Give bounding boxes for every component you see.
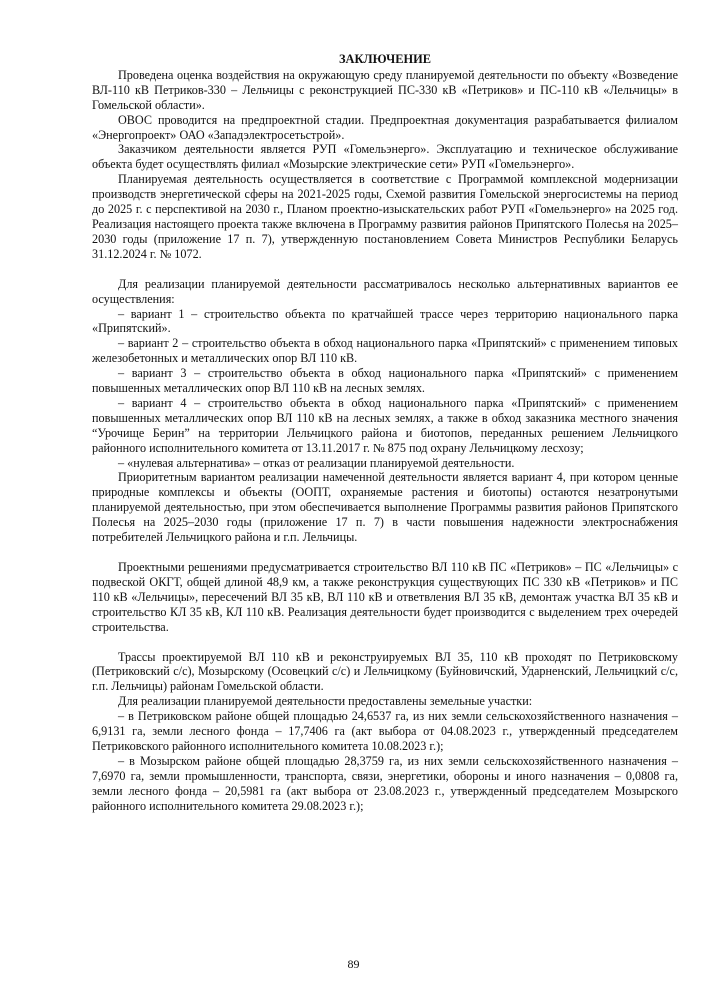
section-introduction	[92, 68, 678, 262]
section-alternatives	[92, 277, 678, 545]
paragraph: Трассы проектируемой ВЛ 110 кВ и реконструируемых ВЛ 35, 110 кВ проходят по Петриковскому (Петриковский с/с), Мозырскому (Осовецкий с/с) и Лельчицкому (Буйновичский, Ударненский, Лельчицкий с/с, г.п. Лельчицы) районам Гомельской области.	[92, 649, 678, 694]
section-land-plots	[92, 650, 678, 814]
list-item: – «нулевая альтернатива» – отказ от реализации планируемой деятельности.	[118, 455, 515, 470]
page-number: 89	[347, 957, 360, 971]
section-gap	[92, 635, 678, 650]
section-design-decisions	[92, 560, 678, 635]
paragraph: ОВОС проводится на предпроектной стадии. Предпроектная документация разрабатывается филиалом «Энергопроект» ОАО «Западэлектросетьстрой».	[92, 112, 678, 142]
paragraph: Проектными решениями предусматривается строительство ВЛ 110 кВ ПС «Петриков» – ПС «Лельчицы» с подвеской ОКГТ, общей длиной 48,9 км, а также реконструкция существующих ПС 330 кВ «Петриков» и ПС 110 кВ «Лельчицы», пересечений ВЛ 35 кВ, ВЛ 110 кВ и ответвления ВЛ 35 кВ, демонтаж участка ВЛ 35 кВ и строительство КЛ 35 кВ, КЛ 110 кВ. Реализация деятельности будет производится с выделением трех очередей строительства.	[92, 560, 678, 634]
paragraph: Для реализации планируемой деятельности предоставлены земельные участки:	[118, 694, 533, 709]
list-item: – вариант 4 – строительство объекта в обход национального парка «Припятский» с применением повышенных металлических опор ВЛ 110 кВ на лесных землях, а также в обход заказника местного значения “Урочище Берин” на территории Лельчицкого района и биотопов, переданных решением Лельчицкого районного исполнительного комитета от 13.11.2017 г. № 875 под охрану Лельчицкому лесхозу;	[92, 395, 678, 455]
document-page	[92, 52, 678, 814]
list-item: – в Петриковском районе общей площадью 24,6537 га, из них земли сельскохозяйственного назначения – 6,9131 га, земли лесного фонда – 17,7406 га (акт выбора от 04.08.2023 г., утвержденный председателем Петриковского районного исполнительного комитета 10.08.2023 г.);	[92, 709, 678, 753]
paragraph: Планируемая деятельность осуществляется в соответствие с Программой комплексной модернизации производств энергетической сферы на 2021-2025 годы, Схемой развития Гомельской энергосистемы на период до 2025 г. с перспективой на 2030 г., Планом проектно-изыскательских работ РУП «Гомельэнерго» на 2025 год. Реализация настоящего проекта также включена в Программу развития районов Припятского Полесья на 2025–2030 годы (приложение 17 п. 7), утвержденную постановлением Совета Министров Республики Беларусь 31.12.2024 г. № 1072.	[92, 172, 678, 261]
paragraph: Приоритетным вариантом реализации намеченной деятельности является вариант 4, при котором ценные природные комплексы и объекты (ООПТ, охраняемые растения и биотопы) остаются незатронутыми планируемой деятельностью, при этом обеспечивается выполнение Программы развития районов Припятского Полесья на 2025–2030 годы (приложение 17 п. 7) в части повышения надежности электроснабжения потребителей Лельчицкого района и г.п. Лельчицы.	[92, 470, 678, 545]
paragraph: Проведена оценка воздействия на окружающую среду планируемой деятельности по объекту «Возведение ВЛ-110 кВ Петриков-330 – Лельчицы с реконструкцией ПС-330 кВ «Петриков» и ПС-110 кВ «Лельчицы» в Гомельской области».	[92, 67, 678, 112]
paragraph: Для реализации планируемой деятельности рассматривалось несколько альтернативных вариантов ее осуществления:	[92, 276, 678, 306]
section-gap	[92, 262, 678, 277]
document-title: ЗАКЛЮЧЕНИЕ	[338, 52, 432, 66]
list-item: – в Мозырском районе общей площадью 28,3759 га, из них земли сельскохозяйственного назначения –7,6970 га, земли промышленности, транспорта, связи, энергетики, обороны и иного назначения – 0,0808 га, земли лесного фонда – 20,5981 га (акт выбора от 23.08.2023 г., утвержденный председателем Мозырского районного исполнительного комитета 29.08.2023 г.);	[92, 753, 678, 813]
section-gap	[92, 545, 678, 560]
list-item: – вариант 3 – строительство объекта в обход национального парка «Припятский» с применением повышенных металлических опор ВЛ 110 кВ на лесных землях.	[92, 366, 678, 396]
list-item: – вариант 2 – строительство объекта в обход национального парка «Припятский» с применением типовых железобетонных и металлических опор ВЛ 110 кВ.	[92, 336, 678, 366]
paragraph: Заказчиком деятельности является РУП «Гомельэнерго». Эксплуатацию и техническое обслуживание объекта будет осуществлять филиал «Мозырские электрические сети» РУП «Гомельэнерго».	[92, 142, 678, 172]
list-item: – вариант 1 – строительство объекта по кратчайшей трассе через территорию национального парка «Припятский».	[92, 306, 678, 336]
